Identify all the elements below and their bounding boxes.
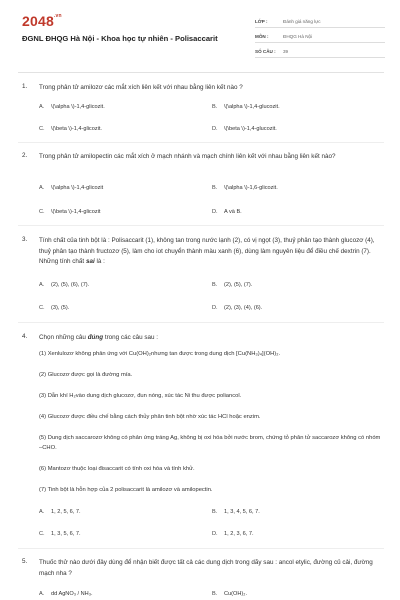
option-text: (2), (3), (4), (6). bbox=[224, 305, 263, 311]
worksheet-header bbox=[0, 0, 400, 72]
option-a[interactable] bbox=[39, 509, 81, 515]
question-text: Tính chất của tinh bột là : Polisaccarit (1), không tan trong nước lạnh (2), có vị ngọt (3), thuỷ phân tạo thành glucozơ (4), thuỷ phân tạo thành fructozơ (5), làm cho iot chuyển thành màu xanh (6), dùng làm nguyên liệu để điều chế dextrin (7). Những tính chất sai là : bbox=[39, 237, 375, 265]
option-text: \(\alpha \)-1,4-glucozit. bbox=[224, 104, 280, 110]
option-b[interactable] bbox=[212, 104, 280, 110]
option-letter: C. bbox=[39, 531, 45, 537]
option-letter: D. bbox=[212, 126, 218, 132]
option-text: 1, 2, 3, 6, 7. bbox=[224, 531, 254, 537]
option-a[interactable] bbox=[39, 104, 105, 110]
option-letter: B. bbox=[212, 185, 218, 191]
statement-3: (3) Dẫn khí H₂vào dung dịch glucozơ, đun nóng, xúc tác Ni thu được poliancol. bbox=[39, 393, 242, 399]
option-text: 1, 2, 5, 6, 7. bbox=[51, 509, 81, 515]
option-text: 1, 3, 4, 5, 6, 7. bbox=[224, 509, 260, 515]
question-divider bbox=[18, 548, 384, 549]
option-letter: D. bbox=[212, 209, 218, 215]
question-number: 4. bbox=[22, 333, 28, 340]
option-d[interactable] bbox=[212, 209, 242, 215]
question-text: Trong phân tử amilopectin các mắt xích ở mạch nhánh và mạch chính liên kết với nhau bằng liên kết nào? bbox=[39, 153, 336, 160]
option-d[interactable] bbox=[212, 126, 277, 132]
option-letter: B. bbox=[212, 509, 218, 515]
option-letter: A. bbox=[39, 104, 45, 110]
option-a[interactable] bbox=[39, 282, 89, 288]
option-text: \(\alpha \)-1,6-glicozit. bbox=[224, 185, 278, 191]
meta-table bbox=[255, 15, 385, 60]
statement-7: (7) Tinh bột là hỗn hợp của 2 polisaccarit là amilozơ và amilopectin. bbox=[39, 487, 213, 493]
option-b[interactable] bbox=[212, 185, 278, 191]
option-b[interactable] bbox=[212, 282, 252, 288]
question-divider bbox=[18, 225, 384, 226]
option-c[interactable] bbox=[39, 209, 100, 215]
option-b[interactable] bbox=[212, 509, 260, 515]
site-logo[interactable]: $2048^{.vn}$ bbox=[22, 13, 62, 29]
header-divider bbox=[18, 72, 384, 73]
option-text: \(\alpha \)-1,4-glicozit. bbox=[51, 104, 105, 110]
statement-2: (2) Glucozơ được gọi là đường mía. bbox=[39, 372, 133, 378]
option-letter: A. bbox=[39, 185, 45, 191]
question-number: 3. bbox=[22, 236, 28, 243]
option-text: 1, 3, 5, 6, 7. bbox=[51, 531, 81, 537]
meta-row-subject bbox=[255, 30, 385, 43]
option-text: \(\beta \)-1,4-glucozit. bbox=[224, 126, 277, 132]
meta-row-count bbox=[255, 45, 385, 58]
question-number: 1. bbox=[22, 83, 28, 90]
question-text: Trong phân tử amilozơ các mắt xích liên kết với nhau bằng liên kết nào ? bbox=[39, 84, 243, 91]
option-letter: B. bbox=[212, 591, 218, 597]
meta-value: Đánh giá năng lực bbox=[283, 18, 321, 24]
option-c[interactable] bbox=[39, 126, 102, 132]
statement-1: (1) Xenlulozơ không phản ứng với Cu(OH)₂nhưng tan được trong dung dịch [Cu(NH₃)₄](OH)₂. bbox=[39, 351, 281, 357]
question-text: Thuốc thử nào dưới đây dùng để nhận biết được tất cả các dung dịch trong dãy sau : ancol etylic, đường củ cải, đường mạch nha ? bbox=[39, 559, 373, 577]
option-letter: D. bbox=[212, 531, 218, 537]
option-text: \(\alpha \)-1,4-glicozit bbox=[51, 185, 104, 191]
option-text: A và B. bbox=[224, 209, 242, 215]
question-divider bbox=[18, 142, 384, 143]
meta-value: ĐHQG Hà Nội bbox=[283, 33, 313, 39]
option-text: \(\beta \)-1,4-glicozit bbox=[51, 209, 101, 215]
emphasis-text: sai bbox=[85, 258, 95, 265]
option-b[interactable] bbox=[212, 591, 247, 597]
option-letter: A. bbox=[39, 591, 45, 597]
meta-key: SỐ CÂU : bbox=[255, 48, 276, 54]
emphasis-text: đúng bbox=[87, 334, 104, 341]
option-letter: B. bbox=[212, 104, 218, 110]
statement-4: (4) Glucozơ được điều chế bằng cách thủy phân tinh bột nhờ xúc tác HCl hoặc enzim. bbox=[39, 414, 261, 420]
option-letter: A. bbox=[39, 509, 45, 515]
option-text: (2), (5), (6), (7). bbox=[51, 282, 90, 288]
option-text: Cu(OH)₂. bbox=[224, 591, 247, 597]
question-number: 5. bbox=[22, 558, 28, 565]
question-number: 2. bbox=[22, 152, 28, 159]
option-d[interactable] bbox=[212, 305, 262, 311]
meta-key: MÔN : bbox=[255, 33, 269, 39]
option-a[interactable] bbox=[39, 185, 103, 191]
option-letter: C. bbox=[39, 126, 45, 132]
statement-6: (6) Mantozơ thuộc loại đisaccarit có tính oxi hóa và tính khử. bbox=[39, 466, 195, 472]
option-text: (3), (5). bbox=[51, 305, 70, 311]
meta-value: 39 bbox=[283, 48, 289, 54]
meta-row-class bbox=[255, 15, 385, 28]
option-d[interactable] bbox=[212, 531, 254, 537]
option-letter: C. bbox=[39, 209, 45, 215]
statement-5: (5) Dung dịch saccarozơ không có phản ứng tráng Ag, không bị oxi hóa bởi nước brom, chứng tỏ phân tử saccarozơ không có nhóm –CHO. bbox=[39, 435, 381, 451]
option-letter: A. bbox=[39, 282, 45, 288]
option-c[interactable] bbox=[39, 531, 81, 537]
question-divider bbox=[18, 322, 384, 323]
option-letter: B. bbox=[212, 282, 218, 288]
question-text: Chọn những câu đúng trong các câu sau : bbox=[39, 334, 159, 341]
option-text: dd AgNO₃ / NH₃. bbox=[51, 591, 93, 597]
document-title: ĐGNL ĐHQG Hà Nội - Khoa học tự nhiên - Polisaccarit bbox=[22, 34, 218, 43]
option-letter: D. bbox=[212, 305, 218, 311]
option-text: \(\beta \)-1,4-glicozit. bbox=[51, 126, 102, 132]
meta-key: LỚP : bbox=[255, 18, 268, 24]
option-c[interactable] bbox=[39, 305, 69, 311]
option-text: (2), (5), (7). bbox=[224, 282, 253, 288]
option-letter: C. bbox=[39, 305, 45, 311]
option-a[interactable] bbox=[39, 591, 93, 597]
